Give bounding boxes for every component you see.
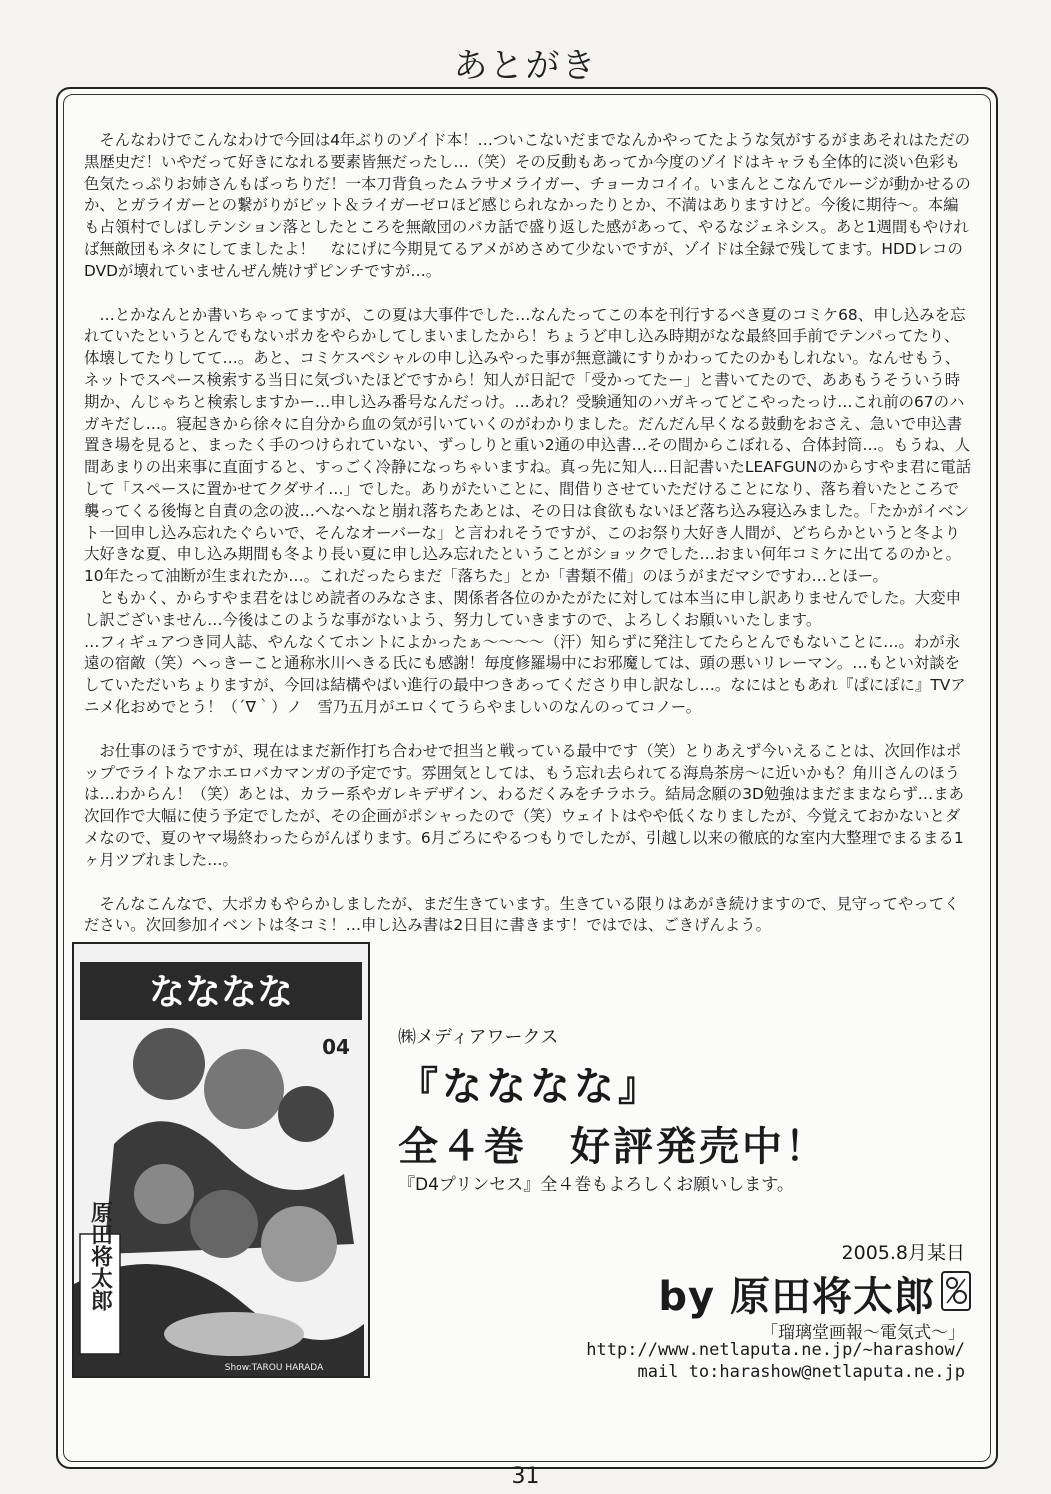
circle-name: 「瑠璃堂画報～電気式～」	[761, 1323, 965, 1343]
paragraph: そんなこんなで、大ポカもやらかしましたが、まだ生きています。生きている限りはあがき続けますので、見守ってやってください。次回参加イベントは冬コミ！…申し込み書は2日目に書きます！ではでは、ごきげんよう。	[84, 894, 960, 935]
cover-author: 原田将太郎	[87, 1201, 113, 1311]
book-cover-illustration	[72, 942, 370, 1378]
cover-logo: なななな	[148, 972, 294, 1013]
paragraph: お仕事のほうですが、現在はまだ新作打ち合わせで担当と戦っている最中です（笑）とりあえず今いえることは、次回作はポップでライトなアホエロバカマンガの予定です。雰囲気としては、もう忘れ去られてる海鳥茶房～に近いかも？角川さんのほうは…わからん！（笑）あとは、カラー系やガレキデザイン、わるだくみをチラホラ。結局念願の3D勉強はまだままならず…まあ次回作で大幅に使う予定でしたが、その企画がポシャったので（笑）ウェイトはやや低くなりましたが、今覚えておかないとダメなので、夏のヤマ場終わったらがんばります。6月ごろにやるつもりでしたが、引越し以来の徹底的な室内大整理でまるまる1ヶ月ツブれました…。	[84, 741, 964, 869]
page-number: 31	[511, 1464, 540, 1489]
author-seal-icon	[941, 1271, 971, 1311]
cover-volume: 04	[322, 1035, 350, 1059]
afterword-body	[84, 130, 972, 959]
signature-date: 2005.8月某日	[841, 1242, 965, 1264]
page-title: あとがき	[453, 46, 598, 86]
publisher-name: ㈱メディアワークス	[398, 1027, 559, 1048]
website-url: http://www.netlaputa.ne.jp/~harashow/	[586, 1340, 965, 1360]
contact-email: mail to:harashow@netlaputa.ne.jp	[637, 1362, 965, 1382]
cover-credit: Show:TAROU HARADA	[224, 1363, 324, 1373]
also-available-note: 『D4プリンセス』全４巻もよろしくお願いします。	[398, 1175, 794, 1195]
paragraph: ともかく、からすやま君をはじめ読者のみなさま、関係者各位のかたがたに対しては本当に申し訳ありませんでした。大変申し訳ございません…今後はこのような事がないよう、努力していきますので、よろしくお願いいたします。	[84, 588, 961, 629]
paragraph: …フィギュアつき同人誌、やんなくてホントによかったぁ～～～～（汗）知らずに発注してたらとんでもないことに…。わが永遠の宿敵（笑）へっきーこと通称氷川へきる氏にも感謝！毎度修羅場中にお邪魔しては、頭の悪いリレーマン。…もとい対談をしていただいちょりますが、今回は結構やばい進行の最中つきあってくださり申し訳なし…。なにはともあれ『ぱにぽに』TVアニメ化おめでとう！（´∇｀）ノ 雪乃五月がエロくてうらやましいのなんのってコノー。	[84, 632, 966, 716]
paragraph: …とかなんとか書いちゃってますが、この夏は大事件でした…なんたってこの本を刊行するべき夏のコミケ68、申し込みを忘れていたというとんでもないポカをやらかしてしまいましたから！ちょうど申し込み時期がなな最終回手前でテンパってたり、体壊してたりしてて…。あと、コミケスペシャルの申し込みやった事が無意識にすりかわってたのかもしれない。なんせもう、ネットでスペース検索する当日に気づいたほどですから！知人が日記で「受かってたー」と書いてたので、ああもうそういう時期か、んじゃちと検索しますかー…申し込み番号なんだっけ。…あれ？受験通知のハガキってどこやったっけ…これ前の67のハガキだし…。寝起きから徐々に自分から血の気が引いていくのがわかりました。だんだん早くなる鼓動をおさえ、急いで申込書置き場を見ると、まったく手のつけられていない、ずっしりと重い2通の申込書…その間からこぼれる、合体封筒…。もうね、人間あまりの出来事に直面すると、すっごく冷静になっちゃいますね。真っ先に知人…日記書いたLEAFGUNのからすやま君に電話して「スペースに置かせてクダサイ…」でした。ありがたいことに、間借りさせていただけることになり、落ち着いたところで襲ってくる後悔と自責の念の波…へなへなと崩れ落ちたあとは、その日は食欲もないほど落ち込み寝込みました。「たかがイベント一回申し込み忘れたぐらいで、そんなオーバーな」と言われそうですが、このお祭り大好き人間が、どちらかというと冬より大好きな夏、申し込み期間も冬より長い夏に申し込み忘れたということがショックでした…おまい何年コミケに出てるのかと。10年たって油断が生まれたか…。これだったらまだ「落ちた」とか「書類不備」のほうがまだマシですわ…とほー。	[84, 305, 972, 586]
release-notice: 全４巻 好評発売中！	[398, 1124, 828, 1170]
author-byline: by 原田将太郎	[658, 1274, 935, 1320]
paragraph: そんなわけでこんなわけで今回は4年ぶりのゾイド本！…ついこないだまでなんかやってたような気がするがまあそれはただの黒歴史だ！いやだって好きになれる要素皆無だったし…（笑）その反動もあってか今度のゾイドはキャラも全体的に淡い色彩も色気たっぷりお姉さんもばっちりだ！一本刀背負ったムラサメライガー、チョーカコイイ。いまんとこなんでルージが動かせるのか、とガライガーとの繋がりがビット＆ライガーゼロほど感じられなかったりとか、不満はありますけど。今後に期待～。本編も占領村でしばしテンション落としたところを無敵団のバカ話で盛り返した感があって、やるなジェネシス。あと1週間もやければ無敵団もネタにしてましたよ！ なにげに今期見てるアメがめさめて少ないですが、ゾイドは全録で残してます。HDDレコのDVDが壊れていませんぜん焼けずピンチですが…。	[84, 131, 971, 280]
book-title: 『なななな』	[398, 1064, 662, 1110]
